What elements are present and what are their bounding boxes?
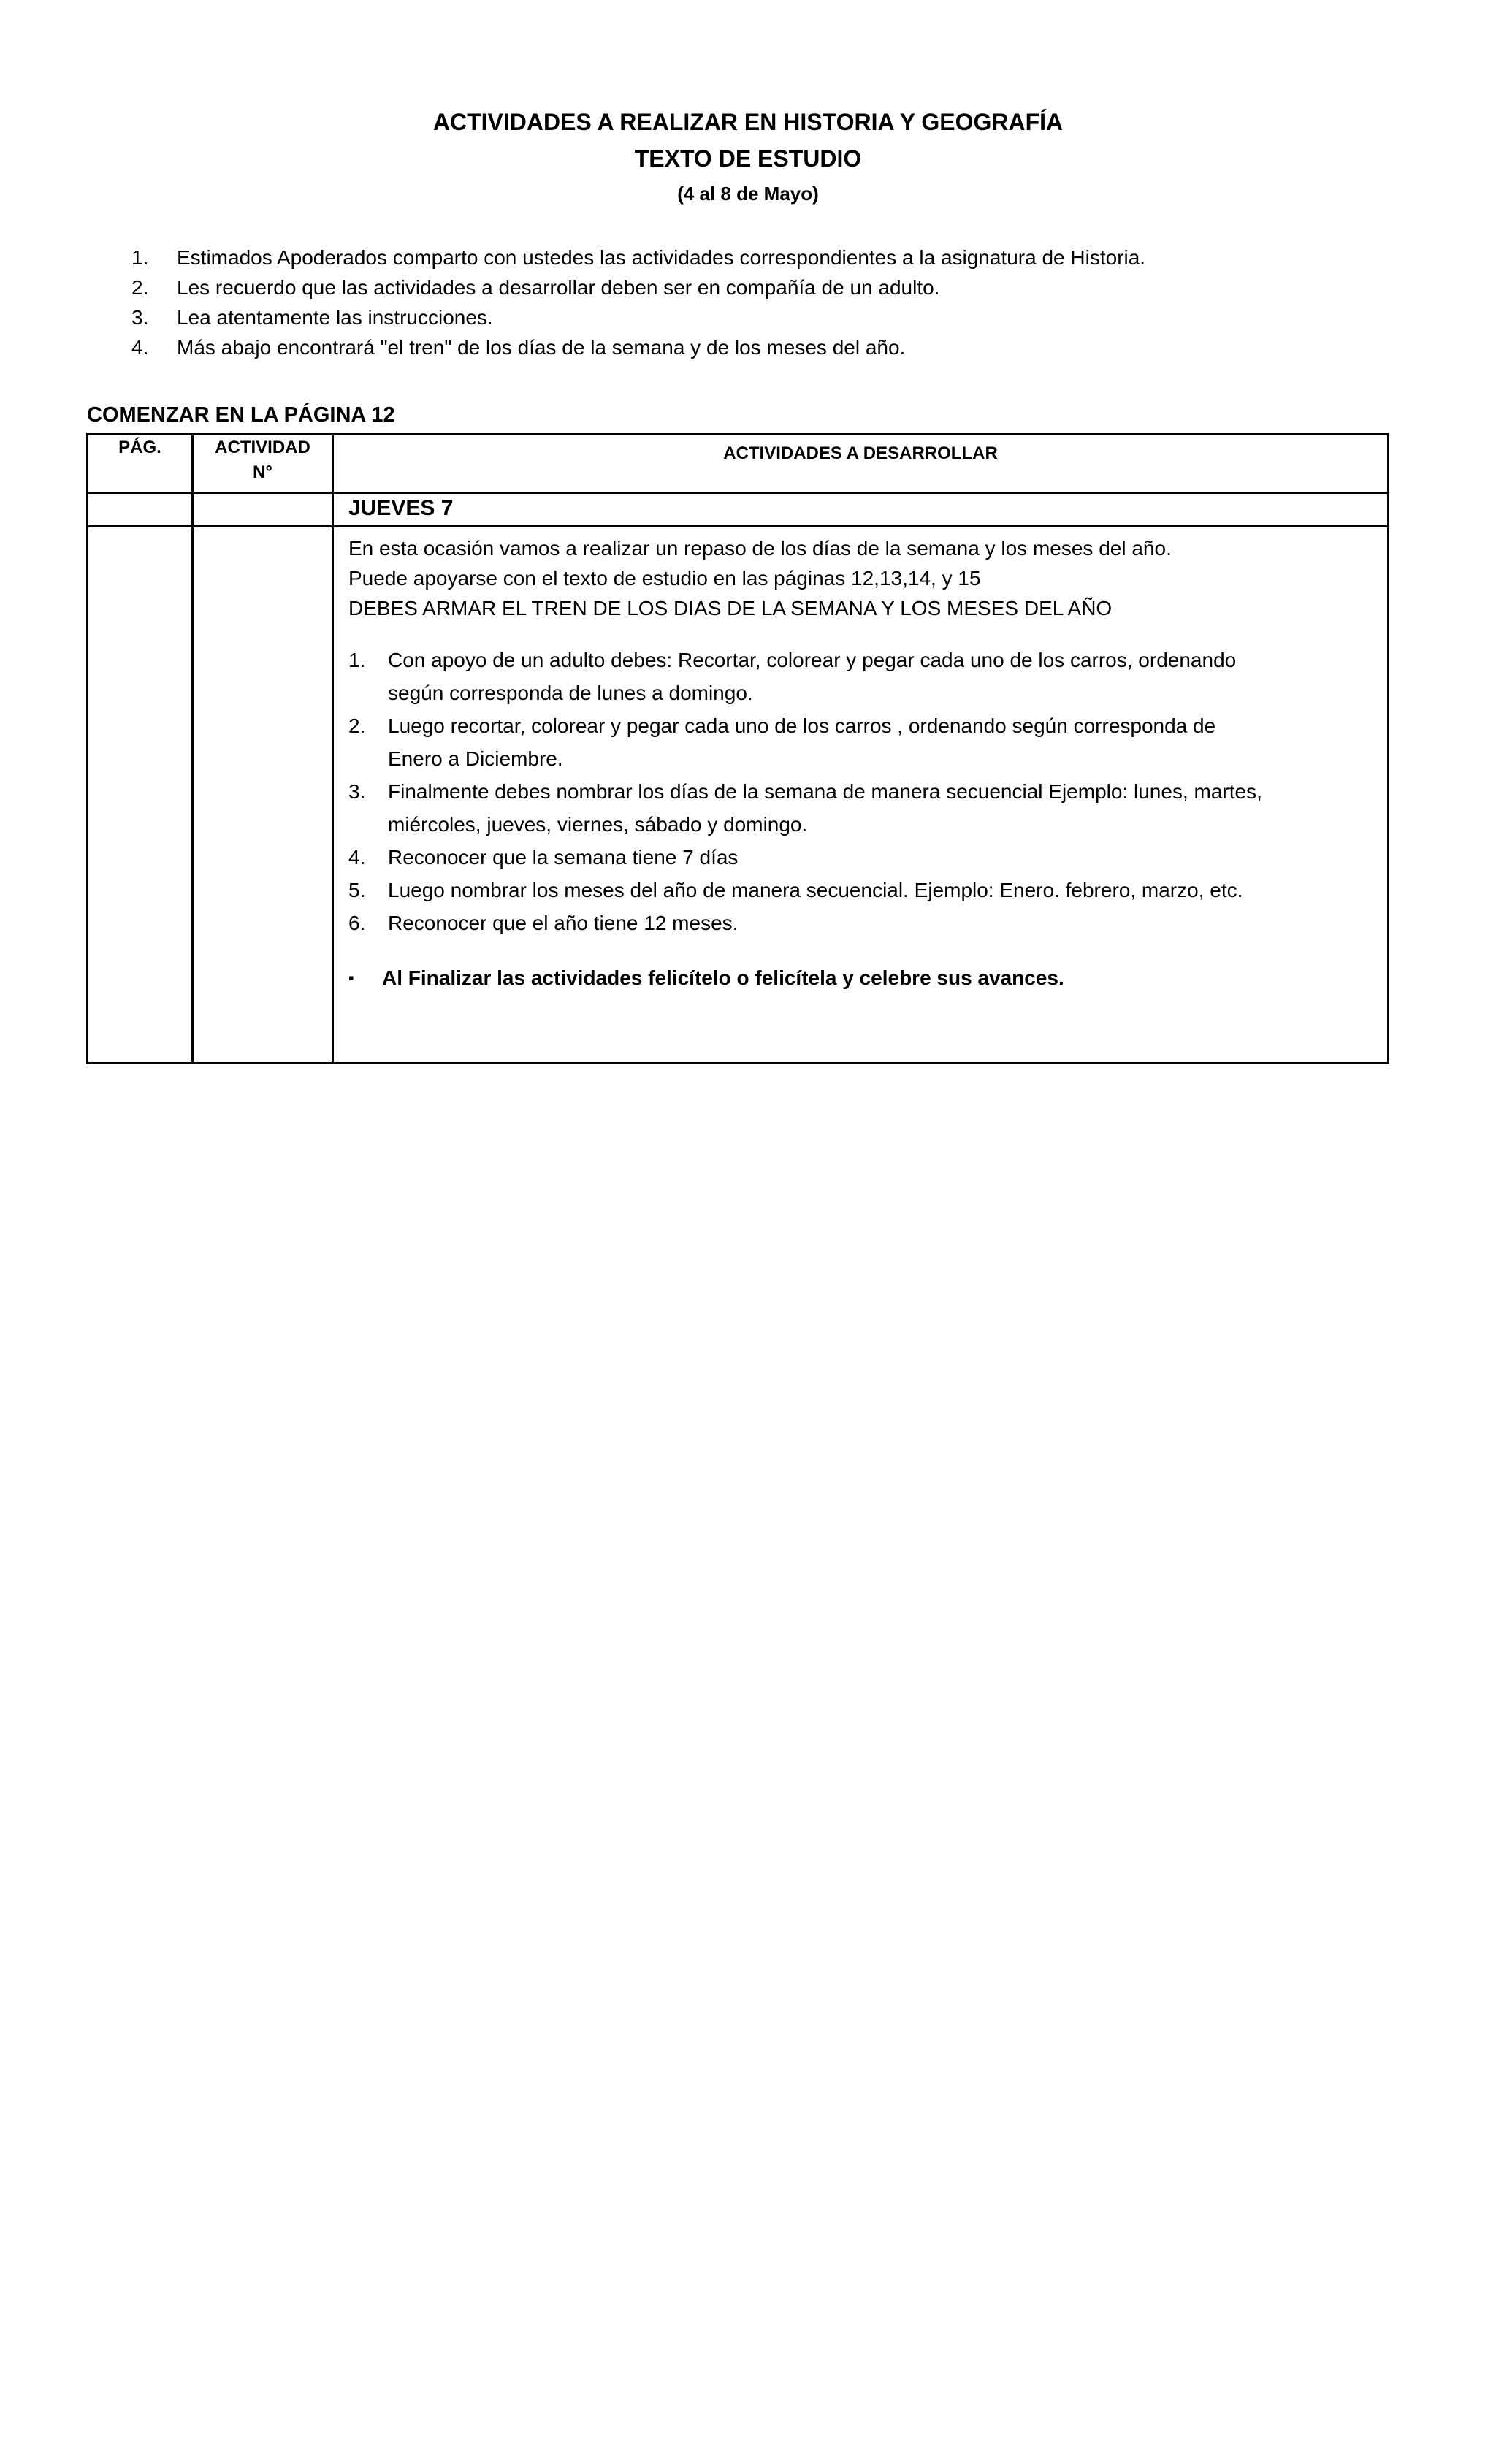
step-item <box>348 841 1373 874</box>
intro-item-text: Les recuerdo que las actividades a desarrollar deben ser en compañía de un adulto. <box>177 276 940 299</box>
document-dates: (4 al 8 de Mayo) <box>677 183 819 205</box>
intro-item <box>131 332 1145 362</box>
final-note <box>348 961 1373 994</box>
table-row-day <box>88 493 1389 527</box>
step-line: Enero a Diciembre. <box>388 747 563 770</box>
header-desarrollar-text: ACTIVIDADES A DESARROLLAR <box>723 443 998 463</box>
start-page-label: COMENZAR EN LA PÁGINA 12 <box>87 403 395 427</box>
cell-empty <box>193 493 333 527</box>
header-actividad-line2: N° <box>253 462 272 482</box>
step-number: 1. <box>348 649 366 671</box>
step-line: Luego recortar, colorear y pegar cada uno de los carros , ordenando según corresponda de <box>388 714 1216 737</box>
activity-intro-3: DEBES ARMAR EL TREN DE LOS DIAS DE LA SEMANA Y LOS MESES DEL AÑO <box>348 597 1113 619</box>
step-item <box>348 874 1373 907</box>
cell-empty <box>193 527 333 1064</box>
day-label: JUEVES 7 <box>333 493 1389 527</box>
intro-item-text: Estimados Apoderados comparto con ustedes las actividades correspondientes a la asignatura de Historia. <box>177 246 1146 269</box>
cell-empty <box>88 493 193 527</box>
activity-intro-2: Puede apoyarse con el texto de estudio en las páginas 12,13,14, y 15 <box>348 567 981 590</box>
step-number: 3. <box>348 780 366 803</box>
step-line: Reconocer que la semana tiene 7 días <box>388 846 739 869</box>
cell-empty <box>88 527 193 1064</box>
step-number: 2. <box>348 714 366 737</box>
step-line: Reconocer que el año tiene 12 meses. <box>388 912 739 934</box>
activities-table <box>86 433 1389 1064</box>
intro-item-number: 1. <box>131 246 149 269</box>
document-header <box>0 104 1496 210</box>
step-line: miércoles, jueves, viernes, sábado y domingo. <box>388 813 808 836</box>
document-title: ACTIVIDADES A REALIZAR EN HISTORIA Y GEOGRAFÍA <box>432 109 1064 135</box>
intro-item <box>131 302 1145 332</box>
step-item <box>348 709 1373 775</box>
step-item <box>348 775 1373 841</box>
table-header-row <box>88 435 1389 493</box>
document-subtitle: TEXTO DE ESTUDIO <box>634 145 862 172</box>
activity-intro-1: En esta ocasión vamos a realizar un repaso de los días de la semana y los meses del año. <box>348 537 1172 560</box>
header-actividad <box>193 435 333 493</box>
step-line: según corresponda de lunes a domingo. <box>388 682 753 704</box>
intro-item-text: Más abajo encontrará "el tren" de los días de la semana y de los meses del año. <box>177 336 906 359</box>
final-note-text: Al Finalizar las actividades felicítelo o felicítela y celebre sus avances. <box>382 966 1064 989</box>
table-row-activities <box>88 527 1389 1064</box>
step-line: Luego nombrar los meses del año de manera secuencial. Ejemplo: Enero. febrero, marzo, etc. <box>388 879 1243 901</box>
step-number: 6. <box>348 912 366 934</box>
intro-item <box>131 272 1145 302</box>
square-bullet-icon: ▪ <box>348 969 354 987</box>
activities-cell <box>333 527 1389 1064</box>
header-desarrollar <box>333 435 1389 493</box>
intro-item-number: 2. <box>131 276 149 299</box>
intro-item <box>131 243 1145 272</box>
header-pag: PÁG. <box>88 435 193 493</box>
header-actividad-line1: ACTIVIDAD <box>215 438 310 457</box>
intro-list <box>131 243 1145 362</box>
intro-item-text: Lea atentamente las instrucciones. <box>177 306 493 329</box>
step-line: Finalmente debes nombrar los días de la semana de manera secuencial Ejemplo: lunes, martes, <box>388 780 1262 803</box>
activity-steps <box>348 644 1373 939</box>
intro-item-number: 3. <box>131 306 149 329</box>
step-line: Con apoyo de un adulto debes: Recortar, colorear y pegar cada uno de los carros, ordenando <box>388 649 1237 671</box>
step-item <box>348 644 1373 709</box>
step-number: 4. <box>348 846 366 869</box>
step-item <box>348 907 1373 939</box>
intro-item-number: 4. <box>131 336 149 359</box>
step-number: 5. <box>348 879 366 901</box>
